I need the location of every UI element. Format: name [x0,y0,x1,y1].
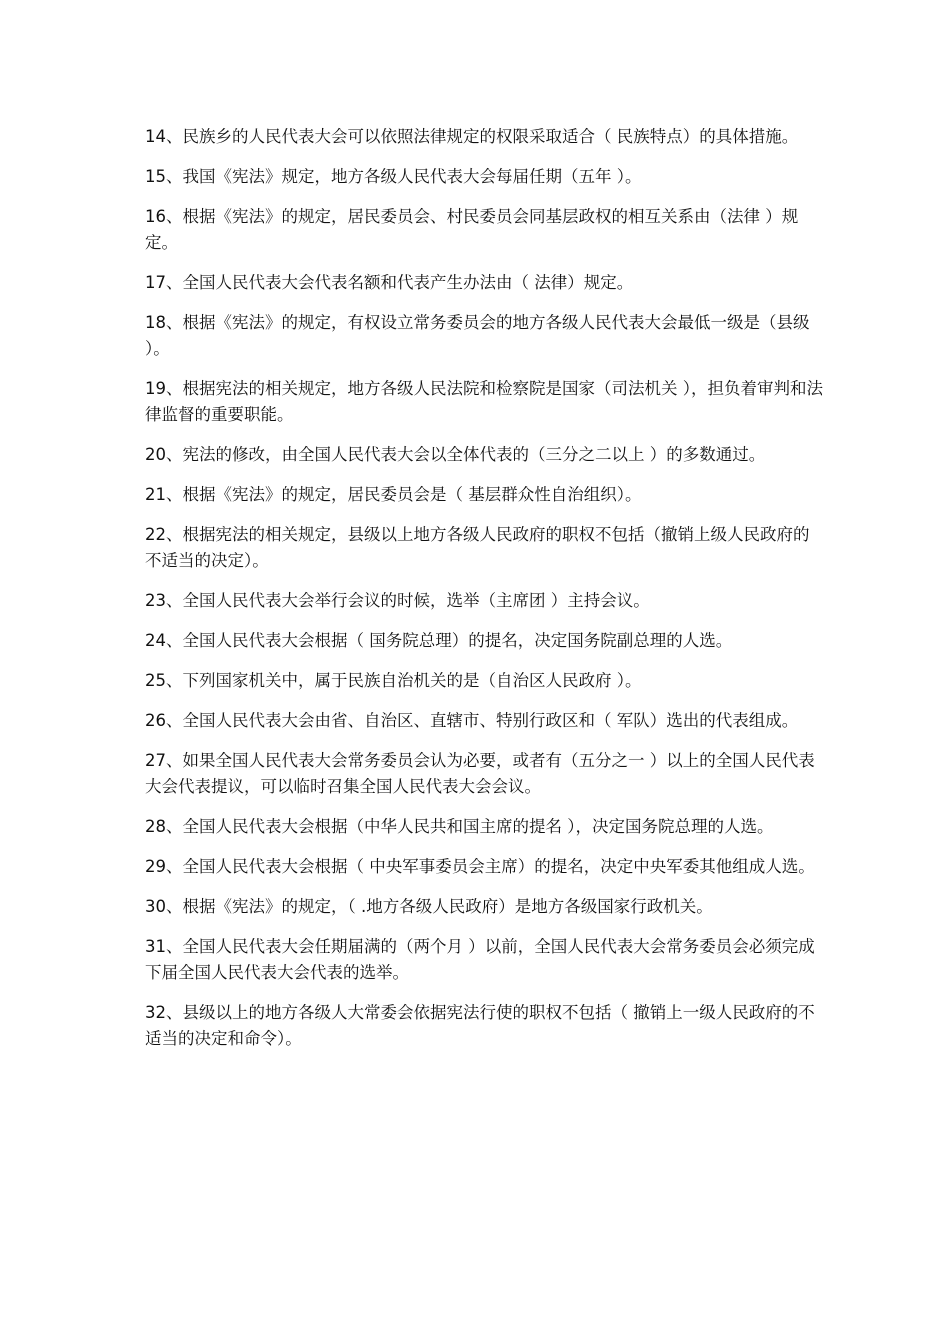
question-item-14: 14、民族乡的人民代表大会可以依照法律规定的权限采取适合（ 民族特点）的具体措施。 [145,127,799,146]
question-item-30: 30、根据《宪法》的规定，（ .地方各级人民政府）是地方各级国家行政机关。 [145,897,713,916]
question-item-17: 17、全国人民代表大会代表名额和代表产生办法由（ 法律）规定。 [145,273,634,292]
question-item-32: 32、县级以上的地方各级人大常委会依据宪法行使的职权不包括（ 撤销上一级人民政府的不适当的决定和命令）。 [145,1003,815,1048]
question-item-25: 25、下列国家机关中，属于民族自治机关的是（自治区人民政府 ）。 [145,671,642,690]
question-item-18: 18、根据《宪法》的规定，有权设立常务委员会的地方各级人民代表大会最低一级是（县级 ）。 [145,313,810,358]
question-item-21: 21、根据《宪法》的规定，居民委员会是（ 基层群众性自治组织）。 [145,485,642,504]
question-item-29: 29、全国人民代表大会根据（ 中央军事委员会主席）的提名，决定中央军委其他组成人选。 [145,857,815,876]
question-item-20: 20、宪法的修改，由全国人民代表大会以全体代表的（三分之二以上 ）的多数通过。 [145,445,766,464]
question-item-19: 19、根据宪法的相关规定，地方各级人民法院和检察院是国家（司法机关 ），担负着审判和法律监督的重要职能。 [145,379,823,424]
question-list [145,124,825,1066]
question-item-26: 26、全国人民代表大会由省、自治区、直辖市、特别行政区和（ 军队）选出的代表组成。 [145,711,799,730]
question-item-15: 15、我国《宪法》规定，地方各级人民代表大会每届任期（五年 ）。 [145,167,642,186]
question-item-27: 27、如果全国人民代表大会常务委员会认为必要，或者有（五分之一 ）以上的全国人民代表大会代表提议，可以临时召集全国人民代表大会会议。 [145,751,815,796]
question-item-16: 16、根据《宪法》的规定，居民委员会、村民委员会同基层政权的相互关系由（法律 ）规定。 [145,207,799,252]
question-item-31: 31、全国人民代表大会任期届满的（两个月 ）以前，全国人民代表大会常务委员会必须完成下届全国人民代表大会代表的选举。 [145,937,815,982]
question-item-28: 28、全国人民代表大会根据（中华人民共和国主席的提名 ），决定国务院总理的人选。 [145,817,774,836]
question-item-24: 24、全国人民代表大会根据（ 国务院总理）的提名，决定国务院副总理的人选。 [145,631,733,650]
question-item-22: 22、根据宪法的相关规定，县级以上地方各级人民政府的职权不包括（撤销上级人民政府的不适当的决定）。 [145,525,810,570]
question-item-23: 23、全国人民代表大会举行会议的时候，选举（主席团 ）主持会议。 [145,591,650,610]
